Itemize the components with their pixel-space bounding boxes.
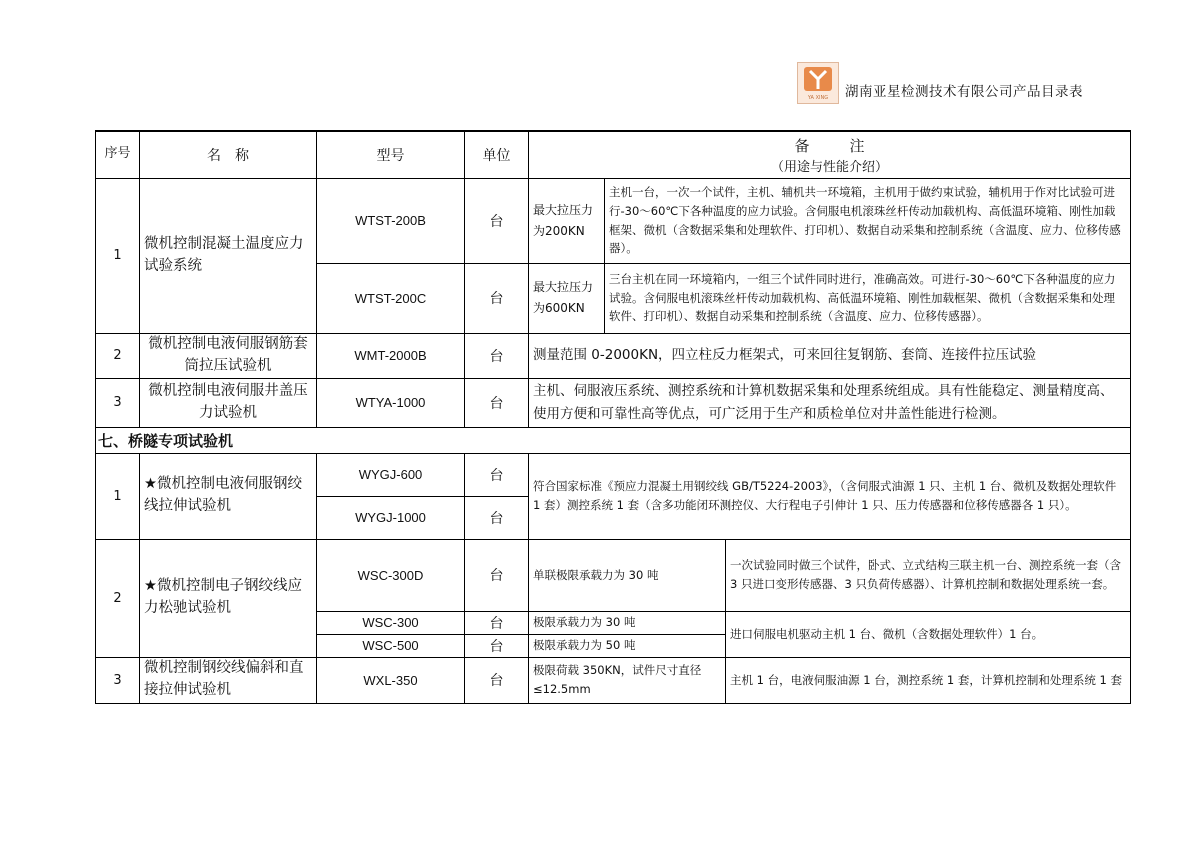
row-name: ★微机控制电液伺服钢绞线拉伸试验机 [140, 453, 317, 539]
section-heading-row [96, 427, 1131, 453]
header-remark-title: 备注 [794, 136, 905, 155]
row-seq: 3 [96, 378, 140, 427]
header-name: 名 称 [140, 131, 317, 178]
row-name: 微机控制混凝土温度应力试验系统 [140, 178, 317, 333]
row-description: 主机 1 台，电液伺服油源 1 台，测控系统 1 套，计算机控制和处理系统 1 套 [726, 657, 1131, 703]
row-model: WTST-200B [317, 178, 465, 263]
row-spec: 极限承载力为 30 吨 [529, 611, 726, 634]
row-description: 测量范围 0-2000KN，四立柱反力框架式，可来回往复钢筋、套筒、连接件拉压试验 [529, 333, 1131, 378]
row-unit: 台 [465, 634, 529, 657]
row-unit: 台 [465, 496, 529, 539]
row-model: WTYA-1000 [317, 378, 465, 427]
row-description: 主机、伺服液压系统、测控系统和计算机数据采集和处理系统组成。具有性能稳定、测量精度高、使用方便和可靠性高等优点，可广泛用于生产和质检单位对井盖性能进行检测。 [529, 378, 1131, 427]
row-model: WTST-200C [317, 263, 465, 333]
row-unit: 台 [465, 263, 529, 333]
table-row [96, 657, 1131, 703]
row-spec: 最大拉压力为600KN [529, 263, 605, 333]
table-row [96, 378, 1131, 427]
row-spec: 极限承载力为 50 吨 [529, 634, 726, 657]
table-row [96, 333, 1131, 378]
row-model: WSC-300 [317, 611, 465, 634]
row-spec: 最大拉压力为200KN [529, 178, 605, 263]
row-unit: 台 [465, 611, 529, 634]
row-description: 符合国家标准《预应力混凝土用钢绞线 GB/T5224-2003》，（含伺服式油源 1 只、主机 1 台、微机及数据处理软件 1 套）测控系统 1 套（含多功能闭环测控仪、大行程电子引伸计 1 只、压力传感器和位移传感器各 1 只）。 [529, 453, 1131, 539]
row-model: WMT-2000B [317, 333, 465, 378]
table-row [96, 539, 1131, 611]
row-model: WYGJ-1000 [317, 496, 465, 539]
row-shared-description: 进口伺服电机驱动主机 1 台、微机（含数据处理软件）1 台。 [726, 611, 1131, 657]
row-name: ★微机控制电子钢绞线应力松驰试验机 [140, 539, 317, 657]
row-name: 微机控制电液伺服钢筋套筒拉压试验机 [140, 333, 317, 378]
row-model: WSC-300D [317, 539, 465, 611]
row-spec: 极限荷载 350KN，试件尺寸直径≤12.5mm [529, 657, 726, 703]
company-logo [797, 62, 839, 104]
row-seq: 2 [96, 333, 140, 378]
company-title: 湖南亚星检测技术有限公司产品目录表 [845, 84, 1083, 100]
row-unit: 台 [465, 657, 529, 703]
header-remark-subtitle: （用途与性能介绍） [771, 159, 889, 175]
row-model: WSC-500 [317, 634, 465, 657]
row-name: 微机控制钢绞线偏斜和直接拉伸试验机 [140, 657, 317, 703]
header-seq: 序号 [96, 131, 140, 178]
row-model: WYGJ-600 [317, 453, 465, 496]
table-header-row [96, 131, 1131, 178]
row-seq: 1 [96, 178, 140, 333]
row-spec: 单联极限承载力为 30 吨 [529, 539, 726, 611]
table-row [96, 178, 1131, 263]
row-unit: 台 [465, 539, 529, 611]
row-seq: 3 [96, 657, 140, 703]
logo-text: YA XING [807, 95, 829, 101]
table-row [96, 453, 1131, 496]
product-catalog-table [95, 130, 1131, 704]
header-model: 型号 [317, 131, 465, 178]
row-unit: 台 [465, 178, 529, 263]
row-unit: 台 [465, 378, 529, 427]
header-remark [529, 131, 1131, 178]
row-description: 三台主机在同一环境箱内，一组三个试件同时进行，准确高效。可进行-30～60℃下各种温度的应力试验。含伺服电机滚珠丝杆传动加载机构、高低温环境箱、刚性加载框架、微机（含数据采集和处理软件、打印机）、数据自动采集和控制系统（含温度、应力、位移传感器）。 [605, 263, 1131, 333]
row-seq: 1 [96, 453, 140, 539]
row-unit: 台 [465, 453, 529, 496]
row-unit: 台 [465, 333, 529, 378]
section-title: 七、桥隧专项试验机 [96, 427, 1131, 453]
header-unit: 单位 [465, 131, 529, 178]
row-model: WXL-350 [317, 657, 465, 703]
row-seq: 2 [96, 539, 140, 657]
row-name: 微机控制电液伺服井盖压力试验机 [140, 378, 317, 427]
row-description: 主机一台，一次一个试件，主机、辅机共一环境箱，主机用于做约束试验，辅机用于作对比试验可进行-30～60℃下各种温度的应力试验。含伺服电机滚珠丝杆传动加载机构、高低温环境箱、刚性加载框架、微机（含数据采集和处理软件、打印机）、数据自动采集和控制系统（含温度、应力、位移传感器）。 [605, 178, 1131, 263]
row-description: 一次试验同时做三个试件，卧式、立式结构三联主机一台、测控系统一套（含 3 只进口变形传感器、3 只负荷传感器）、计算机控制和数据处理系统一套。 [726, 539, 1131, 611]
